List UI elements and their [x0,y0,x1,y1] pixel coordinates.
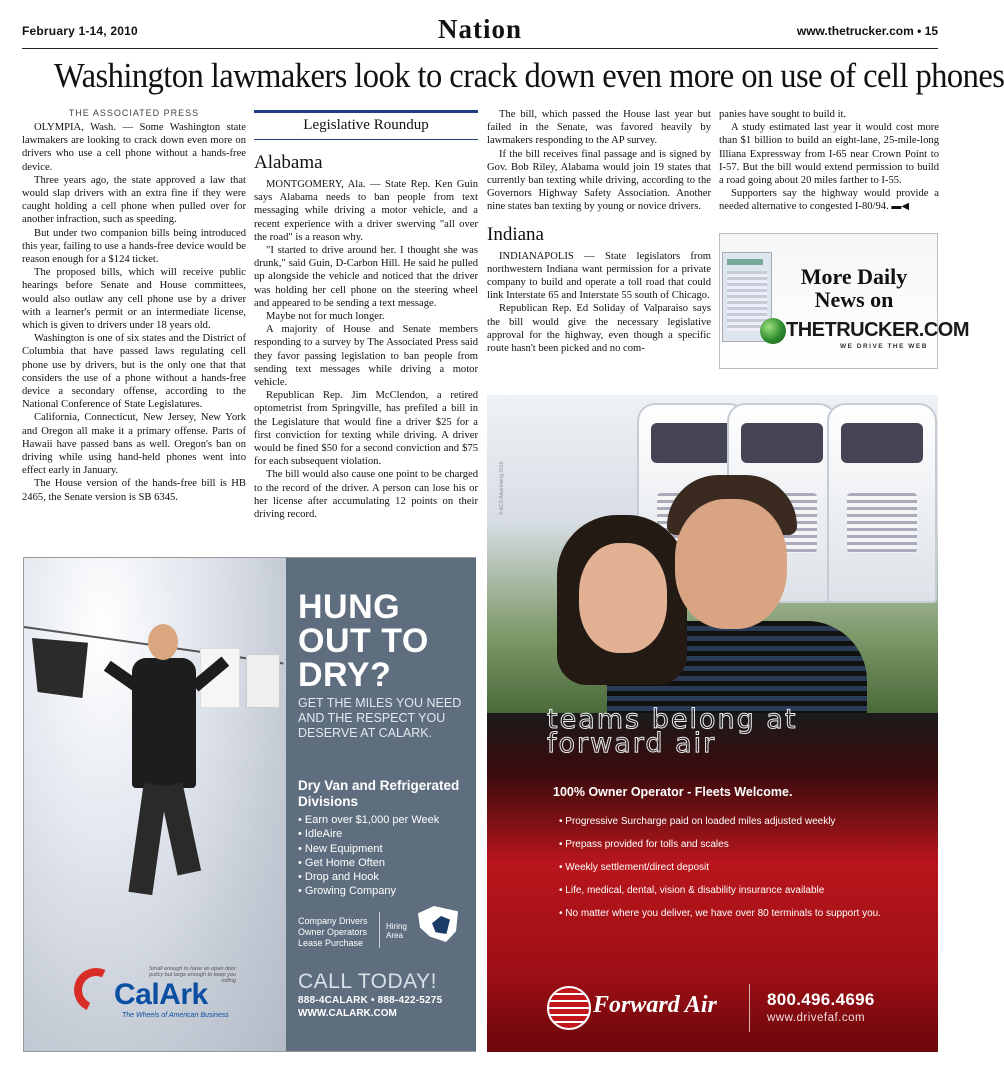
list-item: • New Equipment [298,842,439,856]
article-paragraph: Republican Rep. Ed Soliday of Valparaiso says the bill would give the necessary legislative approval for the highway, even though a specific route hasn't been picked and no com- [487,303,711,355]
list-item: • Progressive Surcharge paid on loaded miles adjusted weekly [559,815,919,828]
article-paragraph: The bill, which passed the House last year but failed in the Senate, was favored heavily by lawmakers responding to the AP survey. [487,109,711,147]
list-item: • Prepass provided for tolls and scales [559,838,919,851]
list-item: • Get Home Often [298,856,439,870]
calark-driver-types: Company Drivers Owner Operators Lease Purchase [298,916,368,948]
us-map-icon [418,906,458,942]
article-paragraph: But under two companion bills being introduced this year, failing to use a hands-free device would be reason enough for a $124 ticket. [22,227,246,266]
article-paragraph: A majority of House and Senate members responding to a survey by The Associated Press said they favor passing legislation to ban people from sending text messages while driving a motor vehicle. [254,324,478,389]
article-paragraph: The proposed bills, which will receive public hearings before Senate and House committees, would also outlaw any cell phone use by a driver with a learner's permit or an intermediate license, which is given to drivers under 18 years old. [22,267,246,332]
article-column-3 [487,108,711,355]
hanging-shirt-icon [246,654,280,708]
man-figure-face [675,499,787,629]
article-paragraph: Three years ago, the state approved a law that would slap drivers with an extra fine if they were caught holding a cell phone when pulled over for another infraction, such as speeding. [22,174,246,226]
article-paragraph: If the bill receives final passage and is signed by Gov. Bob Riley, Alabama would join 19 states that currently ban texting while driving, according to the Governors Highway Safety Association. Another nine states ban texting by young or novice drivers. [487,148,711,213]
legislative-roundup-title: Legislative Roundup [254,110,478,140]
issue-date: February 1-14, 2010 [22,24,138,38]
state-heading-indiana: Indiana [487,223,544,245]
article-paragraph: The House version of the hands-free bill is HB 2465, the Senate version is SB 6345. [22,478,246,503]
hiring-area-label: Hiring Area [386,922,407,940]
ad-photo-man-on-clothesline [24,558,286,1051]
list-item: • Earn over $1,000 per Week [298,813,439,827]
article-paragraph: INDIANAPOLIS — State legislators from northwestern Indiana want permission for a private company to build and operate a toll road that could link Interstate 65 and Interstate 55 south of Chicago. [487,250,711,302]
calark-logo-tagline: The Wheels of American Business [122,1012,229,1019]
page-header [22,14,938,50]
forward-air-owner-operator: 100% Owner Operator - Fleets Welcome. [553,785,793,799]
article-paragraph: Maybe not for much longer. [266,311,385,323]
promo-tagline: WE DRIVE THE WEB [840,343,928,350]
article-paragraph: OLYMPIA, Wash. — Some Washington state lawmakers are looking to crack down even more on drivers who use a cell phone without a hands-free device. [22,122,246,173]
calark-logo: CalArk [114,978,208,1011]
article-paragraph: California, Connecticut, New Jersey, New York and Oregon all make it a primary offense. Parts of Hawaii have passed bans as well. Oregon's ban on driving while using hand-held phones went into effect early in January. [22,412,246,477]
article-paragraph: Washington is one of six states and the District of Columbia that have passed laws regulating cell phone use by drivers, but is the only one that that considers the use of a phone without a hands-free device a secondary offense, according to the National Conference of State Legislatures. [22,333,246,411]
forward-air-website[interactable]: www.drivefaf.com [767,1012,866,1024]
divider [379,912,380,948]
list-item: • Drop and Hook [298,870,439,884]
promo-line-2: News on [814,287,894,312]
article-paragraph: MONTGOMERY, Ala. — State Rep. Ken Guin says Alabama needs to ban people from text messaging while driving a motor vehicle, and a recent experience with a driver swerving "all over the road" is a reason why. [254,179,478,243]
article-column-2 [254,108,478,521]
ad-photo-couple-with-trucks [487,395,938,713]
article-paragraph-text: Supporters say the highway would provide a needed alternative to congested I-80/94. [719,188,939,213]
calark-benefits-list [298,813,439,899]
calark-website[interactable]: WWW.CALARK.COM [298,1008,397,1019]
forward-air-phone[interactable]: 800.496.4696 [767,990,875,1009]
ad-copyright: © ACS Advertising 2010 [499,461,505,515]
forward-air-advertisement[interactable] [487,395,938,1052]
globe-icon [760,318,786,344]
man-figure-torso [132,658,196,788]
article-column-4 [719,108,939,214]
forward-air-logo-icon [547,986,591,1030]
forward-air-footer [487,962,938,1052]
article-paragraph: The bill would also cause one point to be charged to the record of the driver. A person can lose his or her license after accumulating 12 points on their driving record. [254,469,478,521]
truck-icon [827,403,937,603]
end-mark-icon: ▬◀ [891,201,910,213]
forward-air-tagline-1: teams belong at [547,704,798,735]
man-figure-head [148,624,178,660]
list-item: • IdleAire [298,827,439,841]
article-paragraph: Republican Rep. Jim McClendon, a retired optometrist from Springville, has prefiled a bill in the Legislature that would fine a driver $25 for a first conviction for texting while driving. A driver would be fined $50 for a second conviction and $75 for each subsequent violation. [254,390,478,468]
article-paragraph: "I started to drive around her. I thought she was drunk," said Guin, D-Carbon Hill. He said he pulled up alongside the vehicle and noticed that the driver was holding her cell phone on the steering wheel and appeared to be sending a text message. [254,245,478,309]
forward-air-logo: Forward Air [593,992,717,1018]
woman-figure-face [579,543,667,653]
calark-headline: HUNG OUT TO DRY? [298,588,429,694]
state-heading-alabama: Alabama [254,152,323,173]
list-item: • Growing Company [298,884,439,898]
article-paragraph: panies have sought to build it. [719,109,847,120]
calark-slogan: Small enough to have an open door policy but large enough to keep you rolling [148,966,236,984]
calark-advertisement[interactable] [23,557,476,1052]
calark-subhead: GET THE MILES YOU NEED AND THE RESPECT YOU DESERVE AT CALARK. [298,696,462,740]
calark-call-today: CALL TODAY! [298,970,437,993]
article-headline: Washington lawmakers look to crack down even more on use of cell phones [54,56,1004,95]
calark-phone-numbers[interactable]: 888-4CALARK • 888-422-5275 [298,995,443,1006]
site-and-page-number: www.thetrucker.com • 15 [796,24,938,38]
forward-air-tagline-2: forward air [547,728,717,759]
promo-brand: THETRUCKER.COM [786,319,969,341]
list-item: • No matter where you deliver, we have over 80 terminals to support you. [559,907,919,920]
header-rule [22,48,938,49]
article-column-1 [22,108,246,504]
article-paragraph [719,187,939,213]
list-item: • Weekly settlement/direct deposit [559,861,919,874]
calark-divisions: Dry Van and Refrigerated Divisions [298,778,460,809]
byline: THE ASSOCIATED PRESS [68,108,200,118]
article-paragraph: A study estimated last year it would cost more than $1 billion to build an eight-lane, 25-mile-long Illiana Expressway from I-65 near Crown Point to I-57. But the bill would extend permission to build a road going about 20 miles farther to I-55. [719,122,939,187]
hanging-clothes-icon [32,638,88,698]
thetrucker-promo-box[interactable] [719,233,969,369]
promo-line-1: More Daily [800,264,908,289]
divider [749,984,750,1032]
list-item: • Life, medical, dental, vision & disability insurance available [559,884,919,897]
man-figure-leg [159,782,201,875]
forward-air-benefits-list [559,815,919,930]
calark-info-panel [286,558,476,1051]
section-title: Nation [437,14,522,44]
